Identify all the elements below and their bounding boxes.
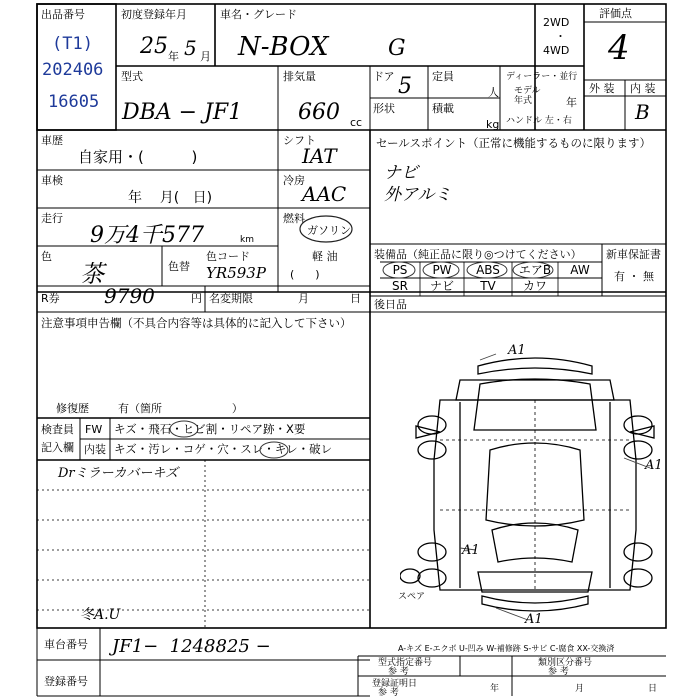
inspector-interior-items: キズ・汚レ・コゲ・穴・スレ・キレ・破レ (114, 442, 333, 456)
inspector-interior-label: 内装 (84, 443, 106, 456)
mileage-label: 走行 (41, 212, 63, 225)
displacement-label: 排気量 (283, 70, 316, 83)
inspector-fw-label: FW (85, 423, 103, 436)
fuel-gas: ガソリン (307, 224, 351, 237)
doors-label: ドア (373, 70, 395, 83)
inspection-value: 年 月( 日) (128, 190, 213, 206)
ac-label: 冷房 (283, 174, 305, 187)
reg-cert-label: 登録証明日 (372, 679, 418, 689)
color-label: 色 (41, 250, 52, 263)
equipment-aw: AW (570, 263, 590, 277)
damage-legend: A-キズ E-エクボ U-凹み W-補修跡 S-サビ C-腐食 XX-交換済 (398, 644, 615, 653)
reg-cert-month: 月 (575, 684, 585, 694)
color-code-label: 色コード (206, 250, 250, 263)
lot-line2: 202406 (42, 60, 104, 80)
selling-point-1: ナビ (384, 163, 418, 183)
name-change-day: 日 (350, 292, 361, 305)
drive-4wd: 4WD (543, 44, 570, 57)
class-number-ref: 参 考 (548, 667, 569, 677)
shape-label: 形状 (373, 102, 395, 115)
equipment-tv: TV (480, 279, 496, 293)
usage-value: 自家用・( ) (78, 148, 198, 166)
inspector-fw-items: キズ・飛石・ヒビ割・リペア跡・X要 (114, 422, 306, 436)
rating-label: 評価点 (599, 7, 632, 20)
model-name: N-BOX (238, 32, 329, 62)
name-label: 車名・グレード (220, 8, 297, 21)
reg-cert-ref: 参 考 (378, 688, 399, 698)
registration-label: 登録番号 (44, 675, 88, 688)
rating-score: 4 (608, 28, 630, 68)
type-designation-ref: 参 考 (388, 667, 409, 677)
equipment-circle-marks (381, 260, 601, 280)
warranty-value: 有 ・ 無 (614, 270, 654, 283)
lot-line3: 16605 (48, 92, 100, 112)
fuel-other: ( ) (290, 268, 320, 281)
inspector-circle-marks (160, 418, 300, 460)
capacity-unit: 人 (488, 86, 499, 99)
fuel-label: 燃料 (283, 212, 305, 225)
model-year-label: モデル 年式 (514, 86, 541, 106)
reg-month-value: 5 (184, 36, 197, 60)
mileage-value: 9万4千577 (90, 223, 204, 248)
name-change-month: 月 (298, 292, 309, 305)
damage-a1-right: A1 (645, 458, 663, 473)
damage-a1-left: A1 (462, 543, 480, 558)
equipment-label: 装備品（純正品に限り◎つけてください） (374, 248, 582, 261)
equipment-pw: PW (432, 263, 452, 277)
handle-label: ハンドル 左・右 (506, 116, 572, 126)
color-value: 茶 (80, 260, 104, 288)
selling-point-2: 外アルミ (384, 185, 452, 205)
reg-cert-day: 日 (648, 684, 658, 694)
displacement-unit: cc (350, 116, 363, 129)
fuel-diesel: 軽 油 (312, 250, 338, 263)
color-change-label: 色替 (168, 260, 190, 273)
dealer-label: ディーラー・並行 (506, 72, 578, 82)
remarks-line-2: 冬A.U (80, 607, 121, 623)
interior-score: B (635, 100, 650, 124)
equipment-leather: カワ (522, 279, 547, 293)
rear-items-label: 後日品 (374, 298, 407, 311)
notes-label: 注意事項申告欄（不具合内容等は具体的に記入して下さい） (41, 316, 352, 330)
reg-month-unit: 月 (200, 50, 211, 63)
equipment-sr: SR (392, 279, 408, 293)
chassis-label: 車台番号 (44, 638, 88, 651)
type-value: DBA − JF1 (122, 100, 243, 125)
remarks-line-1: Drミラーカバーキズ (58, 466, 179, 481)
recycle-value: 9790 (104, 284, 155, 308)
chassis-value: JF1− 1248825 − (112, 636, 271, 657)
usage-label: 車歴 (41, 134, 63, 147)
equipment-abs: ABS (476, 263, 500, 277)
recycle-unit: 円 (191, 292, 202, 305)
type-designation-label: 型式指定番号 (378, 658, 433, 668)
load-label: 積載 (432, 102, 454, 115)
repair-history-label: 修復歴 (56, 402, 89, 415)
class-number-label: 類別区分番号 (538, 658, 593, 668)
shift-value: IAT (302, 144, 337, 168)
inspector-label-1: 検査員 (41, 423, 74, 436)
type-label: 型式 (121, 70, 143, 83)
damage-a1-front: A1 (508, 343, 526, 358)
inspection-label: 車検 (41, 174, 63, 187)
grade-name: G (388, 36, 406, 61)
warranty-label: 新車保証書 (606, 248, 661, 261)
model-year-unit: 年 (566, 96, 577, 109)
drive-dot: ・ (555, 30, 566, 43)
capacity-label: 定員 (432, 70, 454, 83)
equipment-navi: ナビ (429, 279, 454, 293)
equipment-airbag: エアB (518, 263, 552, 277)
lot-line1: (T1) (52, 34, 93, 54)
drive-2wd: 2WD (543, 16, 570, 29)
inspector-label-2: 記入欄 (41, 441, 74, 454)
mileage-unit: km (240, 235, 254, 245)
spare-label: スペア (398, 592, 426, 602)
doors-value: 5 (398, 74, 412, 99)
damage-a1-rear: A1 (525, 612, 543, 627)
car-damage-diagram (400, 340, 670, 630)
displacement-value: 660 (298, 100, 340, 125)
shift-label: シフト (283, 134, 316, 147)
color-code-value: YR593P (206, 264, 266, 282)
selling-points-label: セールスポイント（正常に機能するものに限ります） (376, 136, 651, 150)
recycle-label: R券 (41, 292, 60, 305)
lot-label: 出品番号 (41, 8, 85, 21)
repair-history-value: 有（箇所 ） (118, 402, 243, 415)
exterior-label: 外 装 (589, 82, 615, 95)
interior-label: 内 装 (630, 82, 656, 95)
load-unit: kg (486, 118, 500, 131)
reg-cert-year: 年 (490, 684, 500, 694)
name-change-label: 名変期限 (209, 292, 253, 305)
reg-year-label: 初度登録年月 (121, 8, 187, 21)
equipment-ps: PS (392, 263, 408, 277)
reg-year-unit: 年 (168, 50, 179, 63)
ac-value: AAC (302, 182, 347, 206)
reg-year-value: 25 (140, 34, 168, 59)
